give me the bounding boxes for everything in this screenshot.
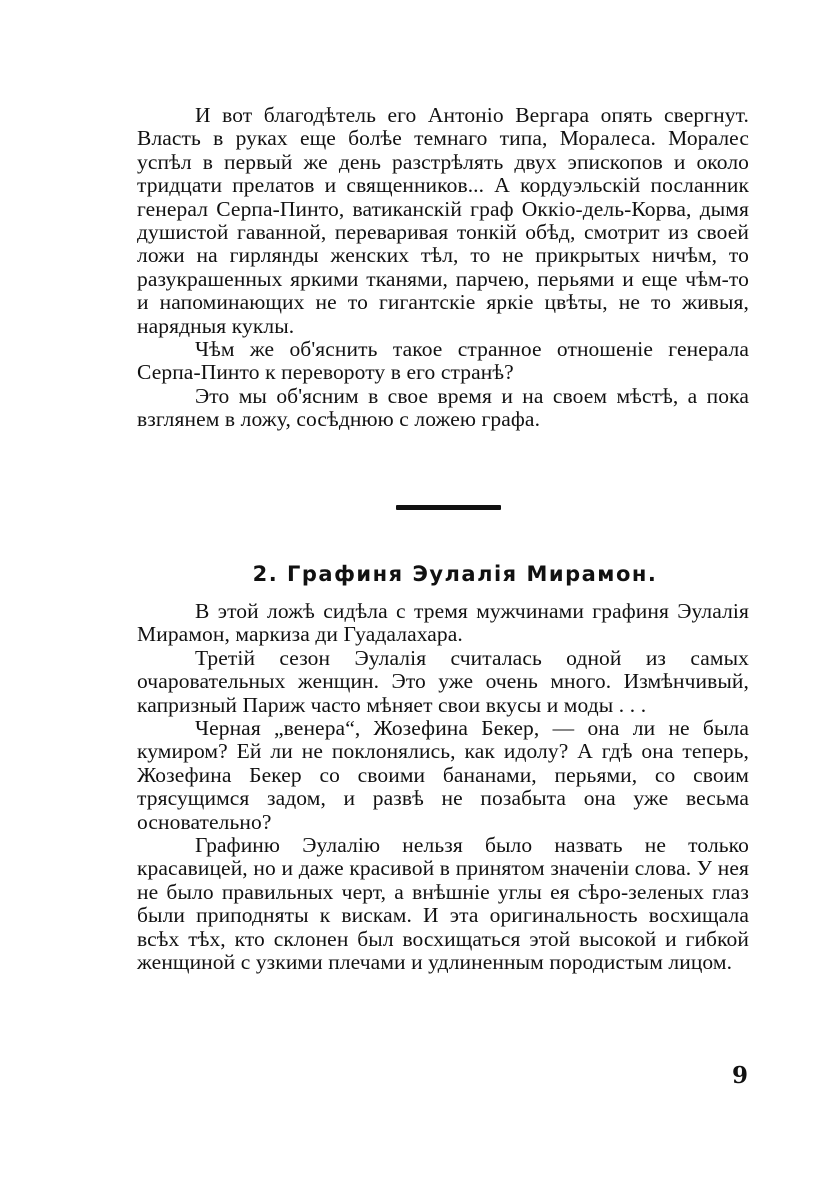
paragraph: В этой ложѣ сидѣла с тремя мужчинами графиня Эулалія Мирамон, маркиза ди Гуадалахара. xyxy=(137,599,749,647)
paragraph: Чѣм же об'яснить такое странное отношеніе генерала Серпа-Пинто к перевороту в его странѣ? xyxy=(137,337,749,385)
chapter-heading: 2. Графиня Эулалія Мирамон. xyxy=(252,562,658,586)
section-separator xyxy=(396,505,501,510)
paragraph: Черная „венера“, Жозефина Бекер, — она ли не была кумиром? Ей ли не поклонялись, как идолу? А гдѣ она теперь, Жозефина Бекер со своими бананами, перьями, со своим трясущимся задом, и развѣ не позабыта она уже весьма основательно? xyxy=(137,716,749,834)
page-number: 9 xyxy=(731,1062,748,1089)
paragraph: И вот благодѣтель его Антоніо Вергара опять свергнут. Власть в руках еще болѣе темнаго типа, Моралеса. Моралес успѣл в первый же день разстрѣлять двух эпископов и около тридцати прелатов и священников... А кордуэльскій посланник генерал Серпа-Пинто, ватиканскій граф Оккіо-дель-Корва, дымя душистой гаванной, переваривая тонкій обѣд, смотрит из своей ложи на гирлянды женских тѣл, то не прикрытых ничѣм, то разукрашенных яркими тканями, парчею, перьями и еще чѣм-то и напоминающих не то гигантскіе яркіе цвѣты, не то живыя, нарядныя куклы. xyxy=(137,103,749,338)
paragraph: Третій сезон Эулалія считалась одной из самых очаровательных женщин. Это уже очень много. Измѣнчивый, капризный Париж часто мѣняет свои вкусы и моды . . . xyxy=(137,645,749,717)
section-2-text xyxy=(137,600,749,975)
paragraph: Это мы об'ясним в свое время и на своем мѣстѣ, а пока взглянем в ложу, сосѣднюю с ложею графа. xyxy=(137,383,749,432)
section-1-text xyxy=(137,104,749,432)
paragraph: Графиню Эулалію нельзя было назвать не только красавицей, но и даже красивой в принятом значеніи слова. У нея не было правильных черт, а внѣшніе углы ея сѣро-зеленых глаз были приподняты к вискам. И эта оригинальность восхищала всѣх тѣх, кто склонен был восхищаться этой высокой и гибкой женщиной с узкими плечами и удлиненным породистым лицом. xyxy=(137,833,749,975)
